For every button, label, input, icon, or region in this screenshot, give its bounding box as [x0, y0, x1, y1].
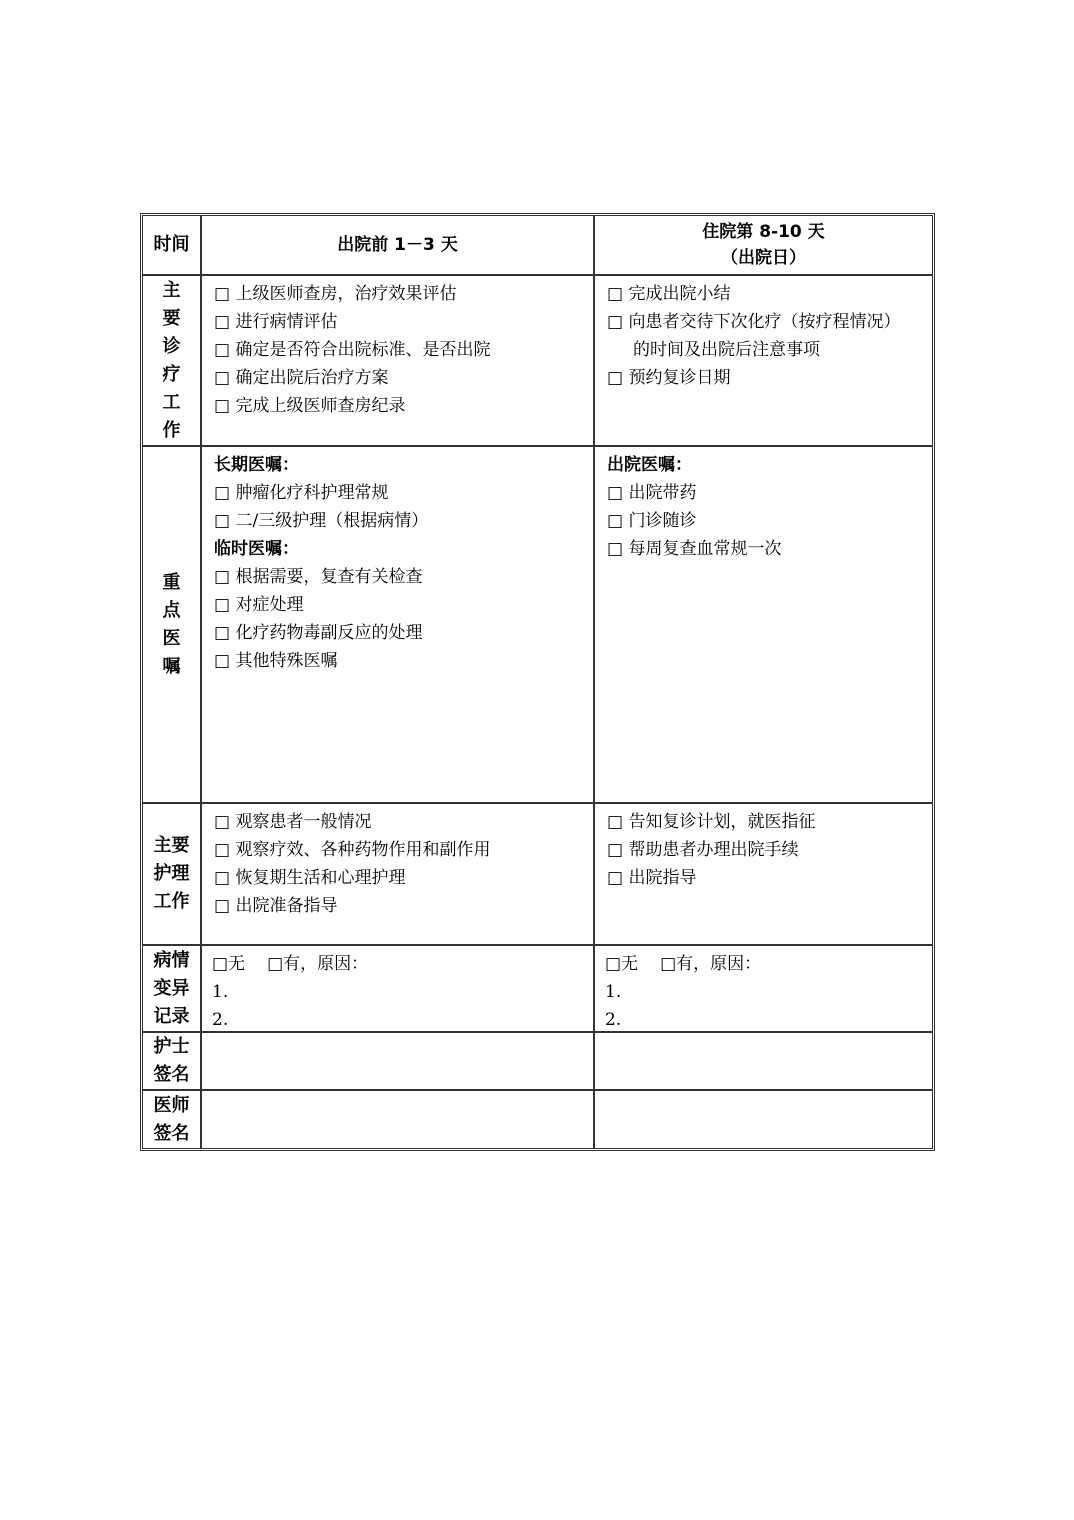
label-line: 病情: [153, 949, 190, 971]
variation-yes-checkbox[interactable]: □有，原因：: [660, 954, 762, 974]
variation-reason-line: 2.: [212, 1010, 229, 1030]
label-char: 作: [162, 419, 181, 441]
variation-col2: [595, 946, 932, 1031]
diagnosis-label: [143, 276, 200, 445]
variation-reason-line: 2.: [605, 1010, 622, 1030]
label-line: 护理: [153, 863, 190, 884]
label-char: 要: [162, 307, 181, 329]
checklist-item: □ 肿瘤化疗科护理常规: [214, 483, 389, 503]
label-char: 重: [162, 571, 181, 593]
checklist-item-continuation: 的时间及出院后注意事项: [633, 340, 820, 360]
col2-title-line1: 住院第 8-10 天: [702, 222, 825, 242]
doctor-signature-label: [143, 1091, 200, 1148]
nursing-label: [143, 804, 200, 944]
checklist-item: □ 完成出院小结: [607, 284, 731, 304]
label-char: 嘱: [162, 655, 181, 677]
checklist-item: □ 进行病情评估: [214, 312, 338, 332]
variation-none-checkbox[interactable]: □无: [212, 954, 246, 974]
orders-label: [143, 447, 200, 802]
label-char: 工: [162, 391, 181, 413]
checklist-item: □ 出院指导: [607, 868, 697, 888]
discharge-orders-title: 出院医嘱：: [607, 455, 692, 475]
checklist-item: □ 恢复期生活和心理护理: [214, 868, 406, 888]
nurse-signature-field-col1[interactable]: [202, 1033, 593, 1089]
col2-header: [595, 216, 932, 274]
orders-col1: [202, 447, 593, 802]
label-line: 主要: [153, 835, 190, 856]
checklist-item: □ 帮助患者办理出院手续: [607, 840, 799, 860]
label-line: 签名: [153, 1064, 190, 1085]
checklist-item: □ 化疗药物毒副反应的处理: [214, 623, 423, 643]
long-term-orders-title: 长期医嘱：: [214, 455, 299, 475]
checklist-item: □ 根据需要，复查有关检查: [214, 567, 423, 587]
diagnosis-col2: [595, 276, 932, 445]
variation-yes-checkbox[interactable]: □有，原因：: [267, 954, 369, 974]
clinical-pathway-table: [140, 213, 935, 1151]
label-line: 医师: [153, 1094, 190, 1116]
nurse-signature-field-col2[interactable]: [595, 1033, 932, 1089]
label-line: 变异: [153, 977, 190, 999]
checklist-item: □ 对症处理: [214, 595, 304, 615]
label-line: 签名: [153, 1122, 190, 1144]
checklist-item: □ 门诊随诊: [607, 511, 697, 531]
checklist-item: □ 出院准备指导: [214, 896, 338, 916]
nursing-col2: [595, 804, 932, 944]
label-char: 点: [162, 599, 181, 621]
orders-col2: [595, 447, 932, 802]
checklist-item: □ 观察患者一般情况: [214, 812, 372, 832]
nursing-col1: [202, 804, 593, 944]
variation-none-checkbox[interactable]: □无: [605, 954, 639, 974]
label-char: 医: [162, 627, 181, 649]
variation-reason-line: 1.: [605, 982, 622, 1002]
doctor-signature-field-col1[interactable]: [202, 1091, 593, 1148]
checklist-item: □ 确定是否符合出院标准、是否出院: [214, 340, 491, 360]
checklist-item: □ 出院带药: [607, 483, 697, 503]
doctor-signature-field-col2[interactable]: [595, 1091, 932, 1148]
variation-col1: [202, 946, 593, 1031]
diagnosis-col1: [202, 276, 593, 445]
checklist-item: □ 其他特殊医嘱: [214, 651, 338, 671]
checklist-item: □ 向患者交待下次化疗（按疗程情况）: [607, 312, 901, 332]
checklist-item: □ 确定出院后治疗方案: [214, 368, 389, 388]
label-char: 诊: [162, 335, 181, 357]
label-line: 工作: [153, 891, 190, 912]
temporary-orders-title: 临时医嘱：: [214, 539, 299, 559]
checklist-item: □ 完成上级医师查房纪录: [214, 396, 406, 416]
checklist-item: □ 每周复查血常规一次: [607, 539, 782, 559]
nurse-signature-label: [143, 1033, 200, 1089]
variation-reason-line: 1.: [212, 982, 229, 1002]
time-label: 时间: [153, 234, 190, 255]
label-char: 疗: [162, 363, 181, 385]
checklist-item: □ 二/三级护理（根据病情）: [214, 511, 429, 531]
col1-header: [202, 216, 593, 274]
variation-label: [143, 946, 200, 1031]
label-char: 主: [162, 279, 181, 301]
checklist-item: □ 上级医师查房，治疗效果评估: [214, 284, 457, 304]
checklist-item: □ 预约复诊日期: [607, 368, 731, 388]
col1-title: 出院前 1－3 天: [337, 235, 458, 255]
label-line: 护士: [153, 1036, 190, 1057]
col2-title-line2: （出院日）: [721, 248, 806, 268]
checklist-item: □ 观察疗效、各种药物作用和副作用: [214, 840, 491, 860]
checklist-item: □ 告知复诊计划，就医指征: [607, 812, 816, 832]
label-line: 记录: [153, 1005, 190, 1027]
